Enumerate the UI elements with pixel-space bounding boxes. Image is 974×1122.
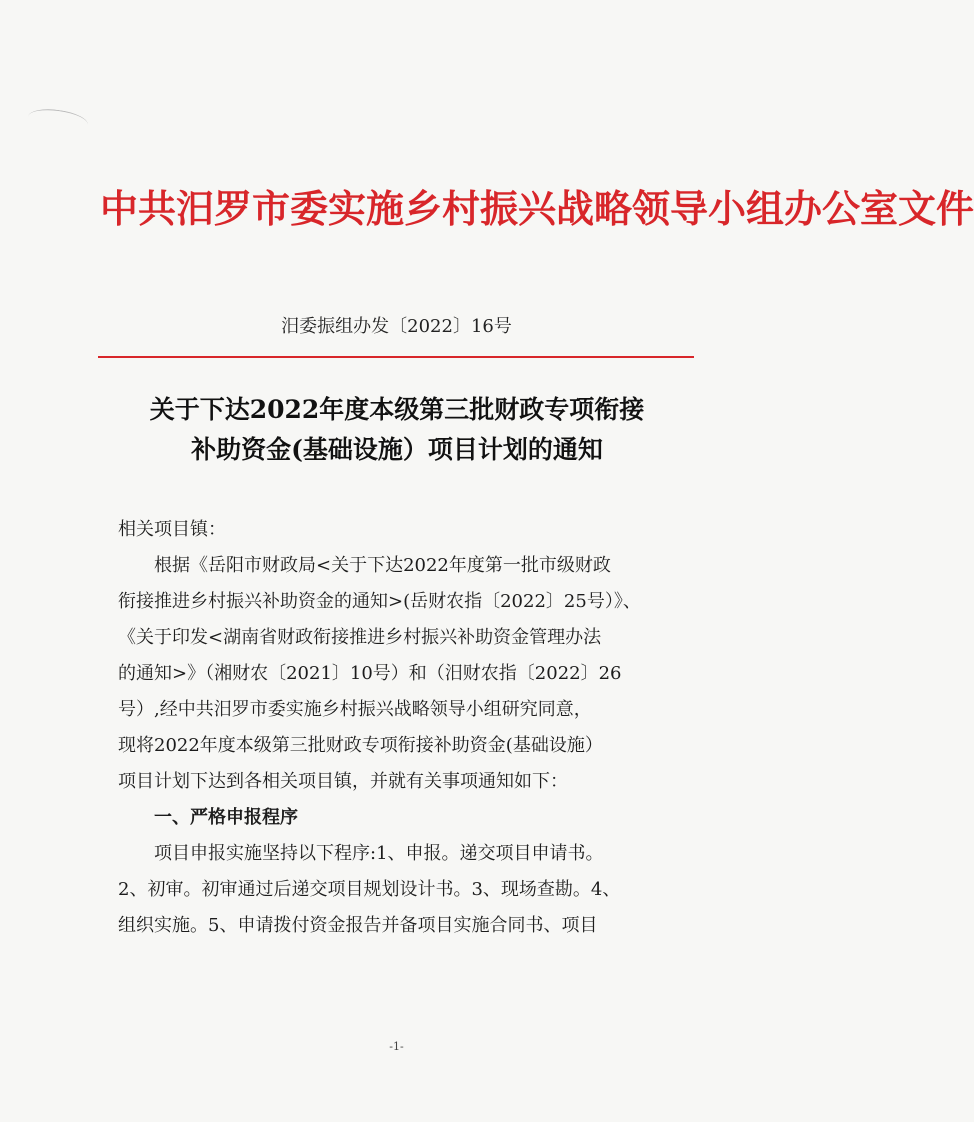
issuer-header-title: 中共汨罗市委实施乡村振兴战略领导小组办公室文件 (100, 186, 974, 231)
paragraph-line: 的通知>》（湘财农〔2021〕10号）和（汨财农指〔2022〕26 (118, 663, 622, 684)
paragraph-line: 组织实施。5、申请拨付资金报告并备项目实施合同书、项目 (118, 915, 598, 936)
section-heading: 一、严格申报程序 (154, 807, 298, 828)
notice-title-line: 关于下达2022年度本级第三批财政专项衔接 (149, 395, 645, 424)
page-number: -1- (389, 1040, 404, 1053)
paragraph-line: 项目计划下达到各相关项目镇，并就有关事项通知如下： (118, 771, 568, 792)
paragraph-line: 2、初审。初审通过后递交项目规划设计书。3、现场查勘。4、 (118, 879, 621, 900)
paragraph-line: 衔接推进乡村振兴补助资金的通知>(岳财农指〔2022〕25号）》、 (118, 591, 641, 612)
paragraph-line: 现将2022年度本级第三批财政专项衔接补助资金(基础设施） (118, 735, 603, 756)
paragraph-line: 项目申报实施坚持以下程序:1、申报。递交项目申请书。 (154, 843, 604, 864)
document-body (118, 512, 698, 944)
paragraph-line: 号）,经中共汨罗市委实施乡村振兴战略领导小组研究同意， (118, 699, 592, 720)
red-divider-line (98, 356, 694, 358)
paragraph-2 (118, 836, 698, 944)
salutation: 相关项目镇： (118, 519, 226, 540)
paragraph-1 (118, 548, 698, 800)
paragraph-line: 根据《岳阳市财政局<关于下达2022年度第一批市级财政 (154, 555, 611, 576)
document-number: 汨委振组办发〔2022〕16号 (281, 316, 512, 337)
notice-title-line: 补助资金(基础设施）项目计划的通知 (191, 435, 603, 464)
notice-title (80, 390, 714, 470)
scan-artifact (27, 106, 89, 135)
paragraph-line: 《关于印发<湖南省财政衔接推进乡村振兴补助资金管理办法 (118, 627, 602, 648)
